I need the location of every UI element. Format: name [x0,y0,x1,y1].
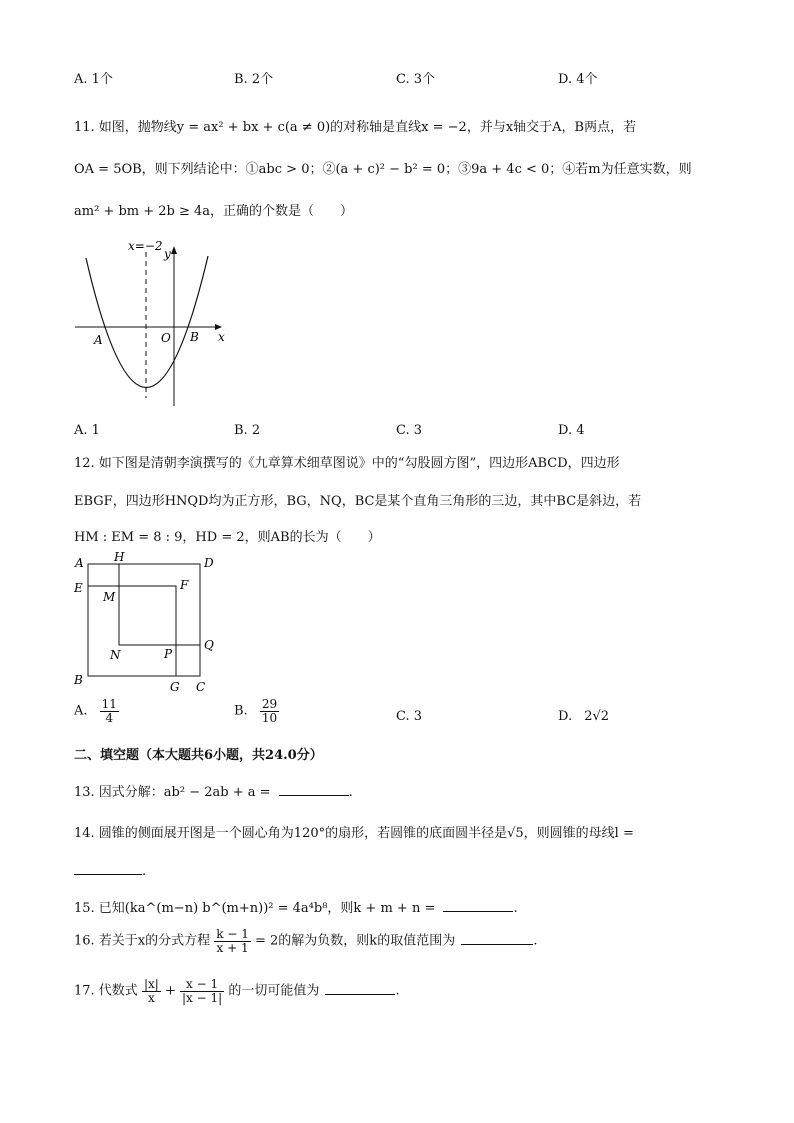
q12-option-a [74,698,119,724]
q17-prefix: 17. 代数式 [74,983,138,999]
q12-option-b-denominator: 10 [261,710,278,725]
q15-period: . [513,901,518,916]
q15-line [74,897,518,916]
point-b-label: B [190,330,199,344]
q12-text-line-2: EBGF，四边形HNQD均为正方形，BG，NQ，BC是某个直角三角形的三边，其中BC是斜边，若 [74,494,642,509]
square-ebgf [88,586,176,676]
x-axis-label: x [218,330,225,344]
symmetry-axis-label: x=−2 [128,239,163,253]
q10-option-d: D. 4个 [558,72,598,87]
q10-option-c: C. 3个 [396,72,436,87]
square-hnqd [119,564,200,645]
q12-square-figure [70,548,230,698]
q12-option-d [558,709,609,724]
q12-option-a-fraction [100,698,119,724]
q17-line [74,978,400,1004]
q11-option-b: B. 2 [234,423,261,438]
q13-period: . [348,785,353,800]
q17-fraction-2-denominator: |x − 1| [182,990,223,1005]
q14-answer-line [74,860,146,879]
q12-option-a-label: A. [74,703,88,719]
section-2-heading: 二、填空题（本大题共6小题，共24.0分） [74,748,323,763]
label-q: Q [204,638,214,652]
q11-option-d: D. 4 [558,423,585,438]
q14-period: . [142,864,147,879]
label-m: M [103,590,116,604]
q11-option-c: C. 3 [396,423,423,438]
q17-fraction-2-numerator: x − 1 [180,978,224,992]
q17-fraction-1-numerator: |x| [143,977,159,991]
q12-text-line-1: 12. 如下图是清朝李演撰写的《九章算术细草图说》中的“勾股圆方图”，四边形ABCD，四边形 [74,456,620,471]
q13-answer-blank[interactable] [279,781,349,796]
q16-fraction [214,928,251,954]
q17-answer-blank[interactable] [325,980,395,995]
q16-numerator: k − 1 [216,927,249,941]
q15-text: 15. 已知(ka^(m−n) b^(m+n))² = 4a⁴b⁸，则k + m + n = [74,901,436,916]
q13-text: 13. 因式分解：ab² − 2ab + a = [74,785,271,800]
q12-option-b-fraction [260,698,279,724]
q11-text-line-1: 11. 如图，抛物线y = ax² + bx + c(a ≠ 0)的对称轴是直线x = −2，并与x轴交于A，B两点，若 [74,120,637,135]
q12-option-c: C. 3 [396,709,423,724]
q11-text-line-3: am² + bm + 2b ≥ 4a，正确的个数是（ ） [74,204,354,219]
q11-parabola-figure [70,238,240,410]
q12-option-d-label: D. [558,709,573,724]
q10-option-b: B. 2个 [234,72,274,87]
q12-option-d-value: 2√2 [584,709,610,724]
label-d: D [204,556,214,570]
q17-plus: + [164,983,176,999]
q16-suffix: = 2的解为负数，则k的取值范围为 [255,933,456,949]
label-p: P [164,647,173,661]
q16-denominator: x + 1 [216,940,249,955]
q12-option-b [234,698,279,724]
parabola-curve [86,256,208,388]
label-n: N [110,648,121,662]
q11-option-a: A. 1 [74,423,100,438]
label-g: G [170,680,180,694]
q14-text: 14. 圆锥的侧面展开图是一个圆心角为120°的扇形，若圆锥的底面圆半径是√5，则圆锥的母线l = [74,826,634,841]
q12-option-a-denominator: 4 [105,710,114,725]
origin-label: O [161,331,171,345]
q16-answer-blank[interactable] [461,930,533,945]
q17-period: . [395,983,400,999]
q17-suffix: 的一切可能值为 [228,983,320,999]
q12-text-line-3: HM : EM = 8 : 9，HD = 2，则AB的长为（ ） [74,530,381,545]
q11-text-line-2: OA = 5OB，则下列结论中：①abc > 0；②(a + c)² − b² = 0；③9a + 4c < 0；④若m为任意实数，则 [74,162,692,177]
label-e: E [74,581,83,595]
q12-option-b-numerator: 29 [261,697,278,711]
point-a-label: A [94,333,103,347]
q10-option-a: A. 1个 [74,72,113,87]
q13-line [74,781,353,800]
q16-prefix: 16. 若关于x的分式方程 [74,933,211,949]
q14-answer-blank[interactable] [74,860,142,875]
label-h: H [114,550,125,564]
q16-period: . [533,933,538,949]
q12-option-b-label: B. [234,703,248,719]
label-b: B [74,673,83,687]
q17-fraction-1-denominator: x [147,990,155,1005]
y-axis-arrow [171,246,177,254]
q16-line [74,928,537,954]
q17-fraction-2 [180,978,224,1004]
q15-answer-blank[interactable] [443,897,513,912]
label-a: A [75,556,84,570]
y-axis-label: y [164,247,171,261]
q17-fraction-1 [142,978,161,1004]
label-f: F [180,578,189,592]
q12-option-a-numerator: 11 [101,697,117,711]
label-c: C [196,680,206,694]
